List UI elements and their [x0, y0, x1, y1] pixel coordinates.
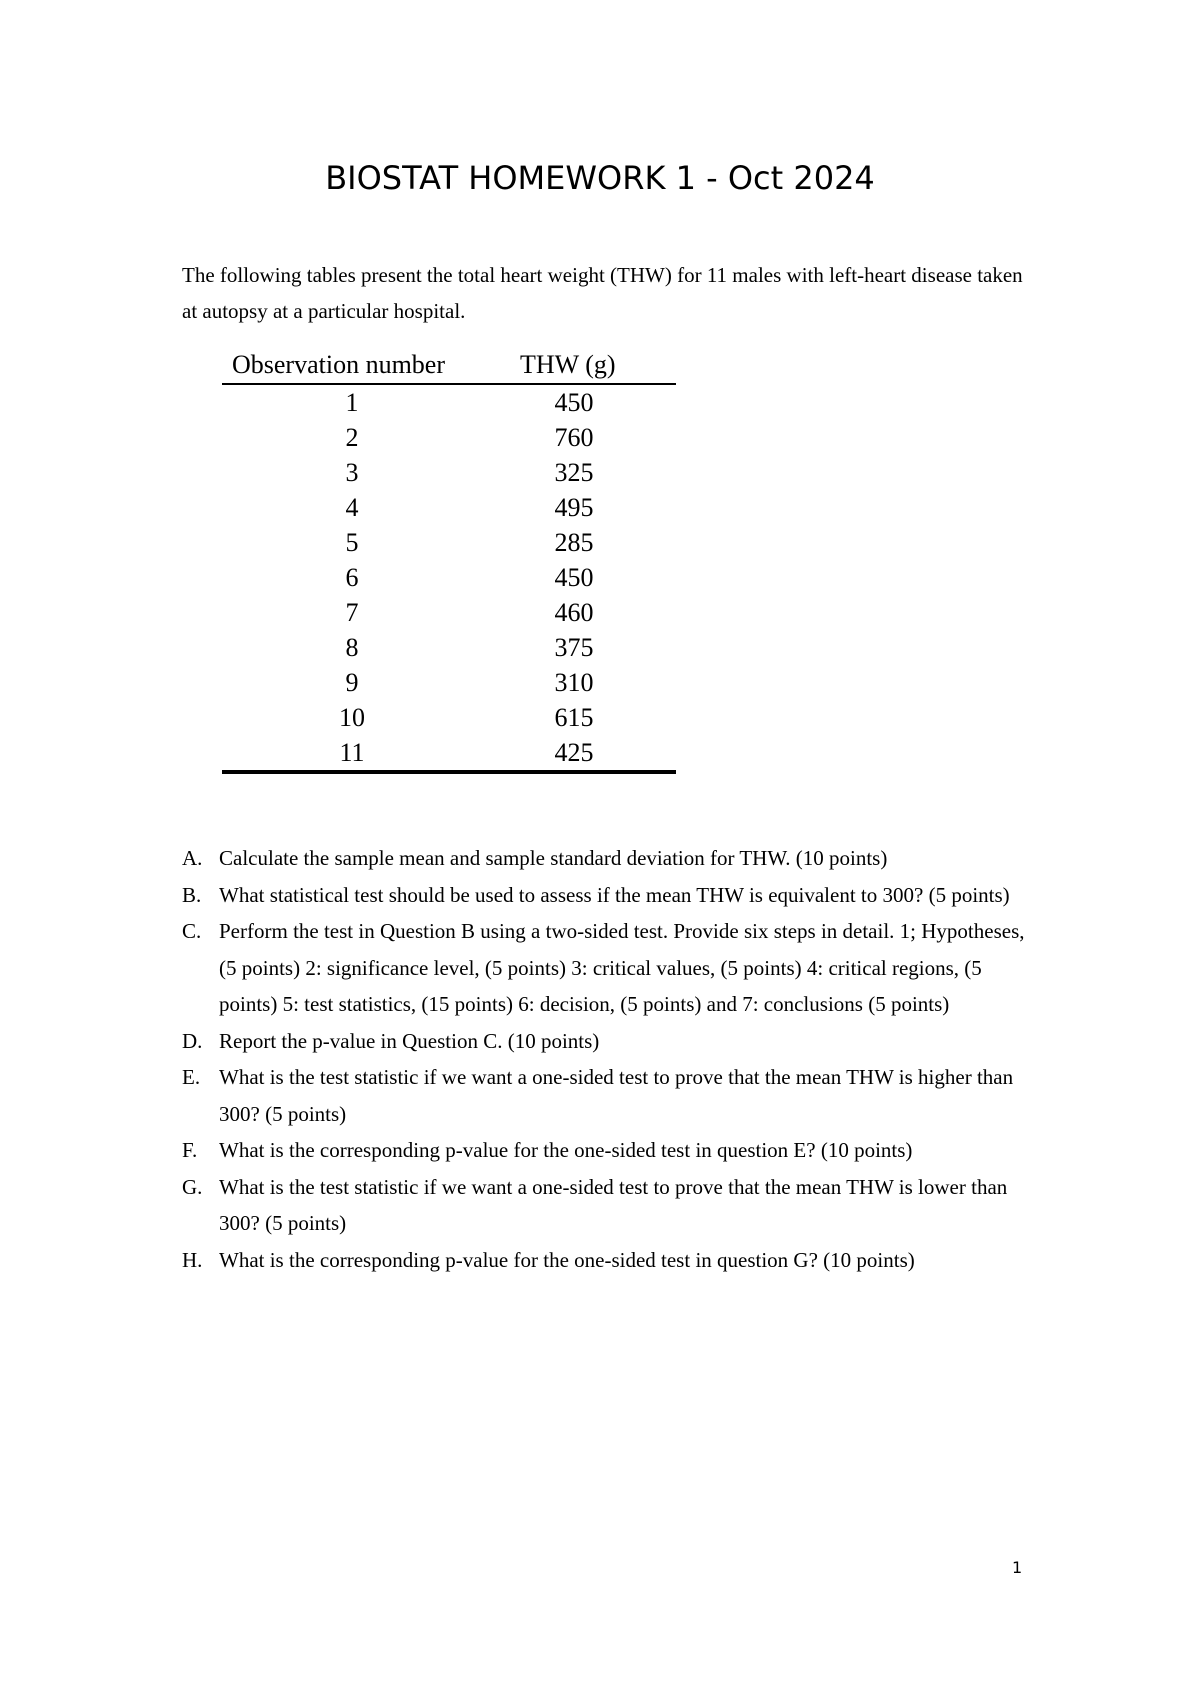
table-row	[222, 455, 676, 490]
thw-cell: 615	[554, 703, 594, 732]
question-item	[182, 1132, 1032, 1169]
table-row	[222, 384, 676, 420]
question-letter: F.	[182, 1138, 198, 1162]
column-header-observation: Observation number	[222, 347, 482, 384]
question-letter: E.	[182, 1065, 201, 1089]
question-text: What is the corresponding p-value for the one-sided test in question G? (10 points)	[219, 1247, 915, 1272]
table-row	[222, 735, 676, 772]
table-row	[222, 560, 676, 595]
column-header-thw: THW (g)	[482, 347, 676, 384]
question-letter: D.	[182, 1028, 203, 1053]
question-letter: A.	[182, 846, 203, 870]
question-text: What is the test statistic if we want a one-sided test to prove that the mean THW is lower than 300? (5 points)	[219, 1174, 1008, 1235]
question-letter: H.	[182, 1247, 203, 1272]
thw-cell: 285	[554, 528, 594, 557]
thw-cell: 375	[554, 633, 594, 662]
thw-table	[222, 347, 676, 774]
question-text: Report the p-value in Question C. (10 points)	[219, 1028, 600, 1053]
question-letter: C.	[182, 919, 202, 943]
table-row	[222, 525, 676, 560]
observation-cell: 2	[345, 423, 359, 452]
thw-cell: 495	[554, 493, 594, 522]
question-list	[182, 840, 1032, 1278]
thw-cell: 450	[554, 388, 594, 417]
thw-cell: 425	[482, 735, 676, 772]
observation-cell: 5	[345, 528, 359, 557]
table-row	[222, 700, 676, 735]
question-item	[182, 1169, 1032, 1242]
observation-cell: 8	[345, 633, 359, 662]
question-item	[182, 877, 1032, 914]
observation-cell: 4	[345, 493, 359, 522]
observation-cell: 9	[345, 668, 359, 697]
question-item	[182, 1023, 1032, 1060]
table-header-row	[222, 347, 676, 384]
thw-cell: 310	[554, 668, 594, 697]
table-row	[222, 420, 676, 455]
question-item	[182, 1059, 1032, 1132]
question-text: What is the test statistic if we want a one-sided test to prove that the mean THW is higher than 300? (5 points)	[219, 1065, 1014, 1126]
observation-cell: 7	[345, 598, 359, 627]
table-row	[222, 665, 676, 700]
document-title: BIOSTAT HOMEWORK 1 - Oct 2024	[325, 159, 875, 197]
table-row	[222, 595, 676, 630]
table-row	[222, 630, 676, 665]
thw-cell: 450	[554, 563, 594, 592]
observation-cell: 1	[345, 388, 359, 417]
question-item	[182, 1242, 1032, 1279]
question-text: Perform the test in Question B using a two-sided test. Provide six steps in detail. 1; Hypotheses, (5 points) 2: significance level, (5 points) 3: critical values, (5 points) 4: critical regions, (5 points) 5: test statistics, (15 points) 6: decision, (5 points) and 7: conclusions (5 points)	[219, 919, 1025, 1016]
question-item	[182, 840, 1032, 877]
observation-cell: 11	[222, 735, 482, 772]
intro-paragraph: The following tables present the total heart weight (THW) for 11 males with left-heart disease taken at autopsy at a particular hospital.	[182, 263, 1023, 323]
table-row	[222, 490, 676, 525]
observation-cell: 6	[345, 563, 359, 592]
thw-cell: 460	[554, 598, 594, 627]
observation-cell: 3	[345, 458, 359, 487]
thw-cell: 760	[554, 423, 594, 452]
question-text: What is the corresponding p-value for the one-sided test in question E? (10 points)	[219, 1138, 913, 1162]
thw-cell: 325	[554, 458, 594, 487]
question-text: What statistical test should be used to assess if the mean THW is equivalent to 300? (5 points)	[219, 882, 1010, 907]
question-item	[182, 913, 1032, 1023]
question-letter: G.	[182, 1174, 203, 1199]
page-number: 1	[1012, 1558, 1023, 1577]
observation-cell: 10	[339, 703, 365, 732]
question-text: Calculate the sample mean and sample standard deviation for THW. (10 points)	[219, 846, 888, 870]
question-letter: B.	[182, 882, 202, 907]
